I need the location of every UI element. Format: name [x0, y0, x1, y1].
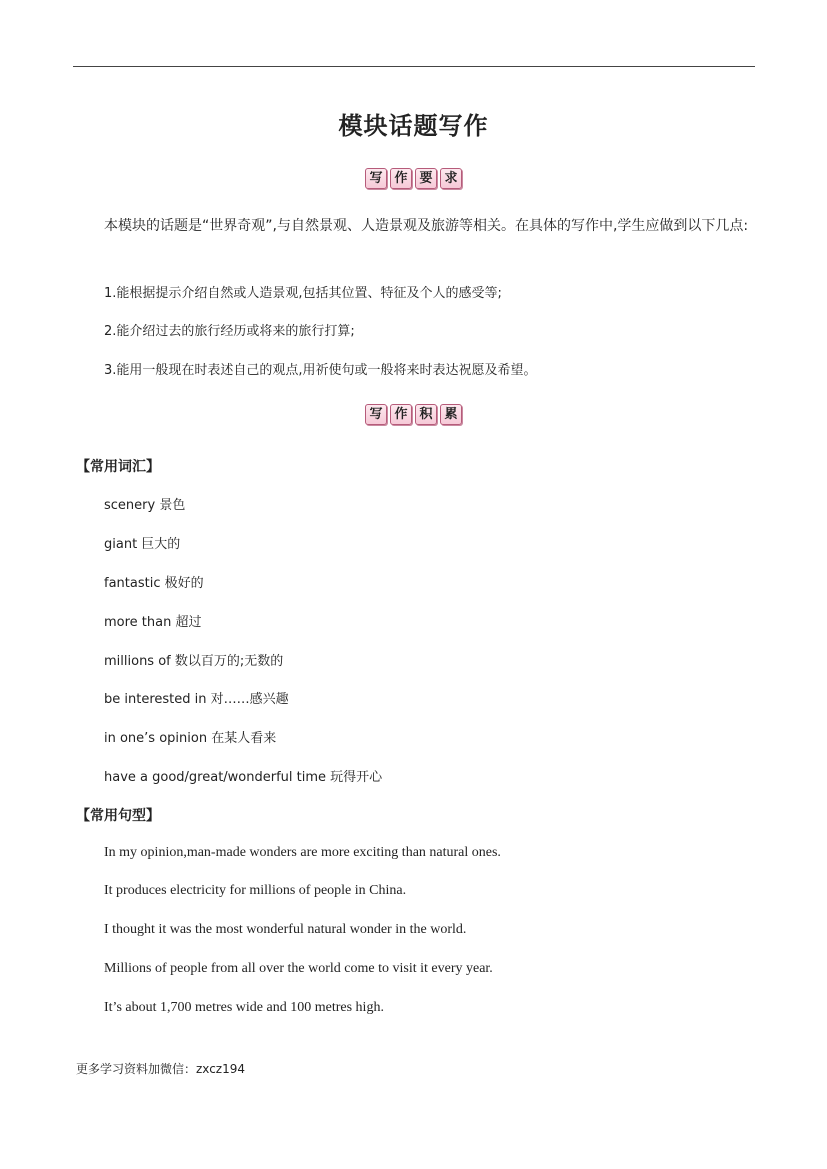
vocab-item: scenery 景色 — [104, 498, 186, 513]
vocab-item: millions of 数以百万的;无数的 — [104, 654, 284, 669]
tag-char: 积 — [415, 404, 437, 425]
footer-note: 更多学习资料加微信：zxcz194 — [76, 1062, 245, 1076]
vocab-item: have a good/great/wonderful time 玩得开心 — [104, 770, 383, 785]
sentence-item: It produces electricity for millions of people in China. — [104, 883, 407, 898]
tag-char: 作 — [390, 168, 412, 189]
tag-char: 求 — [440, 168, 462, 189]
header-rule — [73, 66, 755, 67]
sentence-item: I thought it was the most wonderful natural wonder in the world. — [104, 922, 467, 937]
tag-char: 写 — [365, 404, 387, 425]
vocab-heading: 【常用词汇】 — [76, 459, 160, 475]
sentence-item: It’s about 1,700 metres wide and 100 metres high. — [104, 1000, 384, 1015]
section-tag-accumulation — [0, 404, 827, 426]
vocab-item: fantastic 极好的 — [104, 576, 204, 591]
vocab-item: more than 超过 — [104, 615, 202, 630]
sentence-heading: 【常用句型】 — [76, 808, 160, 824]
sentence-item: In my opinion,man-made wonders are more exciting than natural ones. — [104, 845, 501, 860]
requirement-point: 1.能根据提示介绍自然或人造景观,包括其位置、特征及个人的感受等; — [104, 286, 502, 301]
tag-char: 作 — [390, 404, 412, 425]
vocab-item: giant 巨大的 — [104, 537, 181, 552]
sentence-item: Millions of people from all over the world come to visit it every year. — [104, 961, 493, 976]
tag-char: 写 — [365, 168, 387, 189]
vocab-item: be interested in 对……感兴趣 — [104, 692, 289, 707]
requirement-point: 3.能用一般现在时表述自己的观点,用祈使句或一般将来时表达祝愿及希望。 — [104, 363, 537, 378]
vocab-item: in one’s opinion 在某人看来 — [104, 731, 277, 746]
tag-char: 要 — [415, 168, 437, 189]
section-tag-requirements — [0, 168, 827, 190]
requirement-point: 2.能介绍过去的旅行经历或将来的旅行打算; — [104, 324, 355, 339]
requirements-intro: 本模块的话题是“世界奇观”,与自然景观、人造景观及旅游等相关。在具体的写作中,学生应做到以下几点: — [104, 218, 749, 234]
page-title: 模块话题写作 — [338, 111, 489, 140]
tag-char: 累 — [440, 404, 462, 425]
